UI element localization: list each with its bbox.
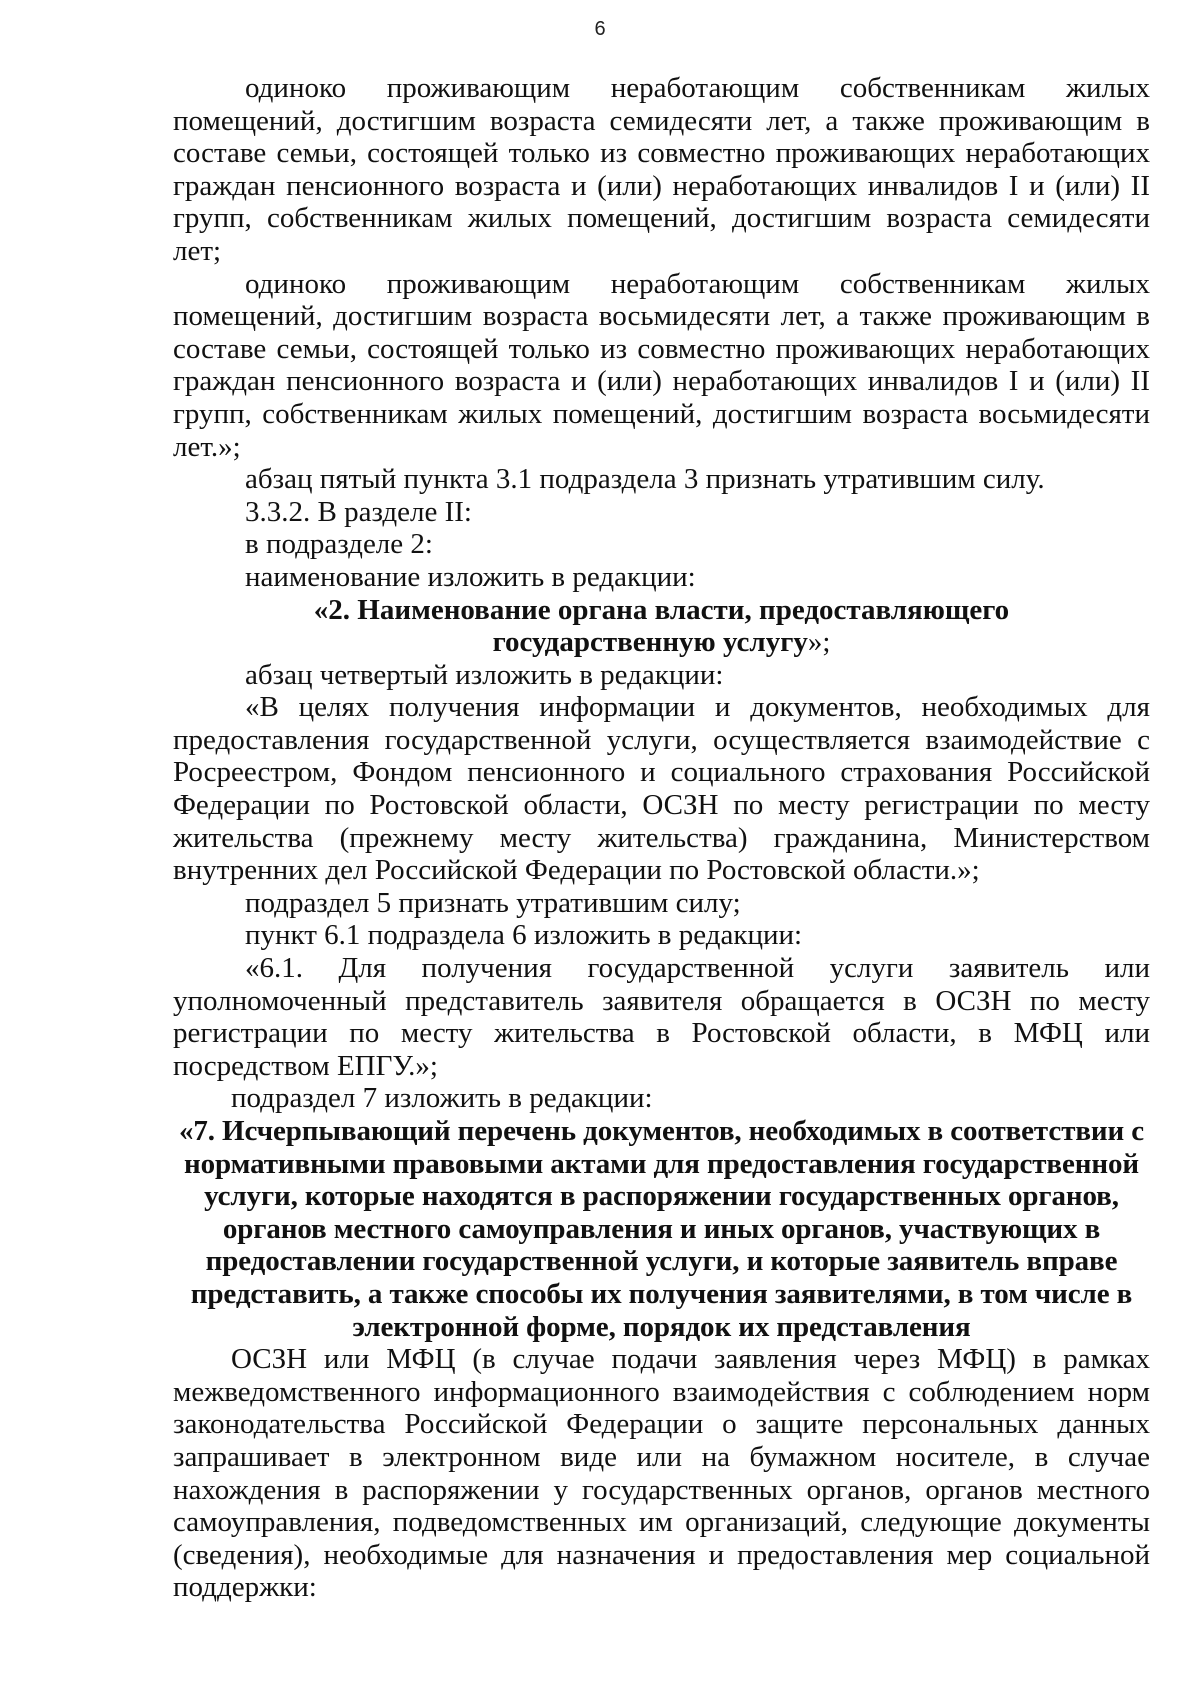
paragraph-subsection-2: в подразделе 2: bbox=[245, 528, 433, 561]
heading-subsection-2-text: «2. Наименование органа власти, предоставляющего государственную услугу bbox=[313, 593, 1010, 659]
paragraph-clause-6-1: «6.1. Для получения государственной услуги заявитель или уполномоченный представитель заявителя обращается в ОСЗН по месту регистрации по месту жительства в Ростовской области, в МФЦ или посредством ЕПГУ.»; bbox=[173, 952, 1150, 1082]
page-number: 6 bbox=[594, 18, 606, 40]
heading-subsection-2 bbox=[173, 594, 1150, 659]
paragraph-clause-6-1-wording: пункт 6.1 подраздела 6 изложить в редакции: bbox=[245, 919, 803, 952]
paragraph-seventy-years-owners: одиноко проживающим неработающим собственникам жилых помещений, достигшим возраста семидесяти лет, а также проживающим в составе семьи, состоящей только из совместно проживающих неработающих граждан пенсионного возраста и (или) неработающих инвалидов I и (или) II групп, собственникам жилых помещений, достигшим возраста семидесяти лет; bbox=[173, 72, 1150, 267]
paragraph-interaction: «В целях получения информации и документов, необходимых для предоставления государственной услуги, осуществляется взаимодействие с Росреестром, Фондом пенсионного и социального страхования Российской Федерации по Ростовской области, ОСЗН по месту регистрации по месту жительства (прежнему месту жительства) гражданина, Министерством внутренних дел Российской Федерации по Ростовской области.»; bbox=[173, 691, 1150, 887]
heading-subsection-7-text: «7. Исчерпывающий перечень документов, необходимых в соответствии с нормативными правовыми актами для предоставления государственной услуги, которые находятся в распоряжении государственных органов, органов местного самоуправления и иных органов, участвующих в предоставлении государственной услуги, и которые заявитель вправе представить, а также способы их получения заявителями, в том числе в электронной форме, порядок их представления bbox=[178, 1115, 1145, 1343]
paragraph-interagency-request: ОСЗН или МФЦ (в случае подачи заявления через МФЦ) в рамках межведомственного информационного взаимодействия с соблюдением норм законодательства Российской Федерации о защите персональных данных запрашивает в электронном виде или на бумажном носителе, в случае нахождения в распоряжении у государственных органов, органов местного самоуправления, подведомственных им организаций, следующие документы (сведения), необходимые для назначения и предоставления мер социальной поддержки: bbox=[173, 1343, 1150, 1604]
paragraph-clause-3-1-repeal: абзац пятый пункта 3.1 подраздела 3 признать утратившим силу. bbox=[245, 463, 1045, 496]
heading-subsection-2-close: »; bbox=[807, 626, 831, 659]
paragraph-subsection-5-repeal: подраздел 5 признать утратившим силу; bbox=[245, 886, 741, 919]
document-body bbox=[173, 72, 1150, 1604]
paragraph-eighty-years-owners: одиноко проживающим неработающим собственникам жилых помещений, достигшим возраста восьмидесяти лет, а также проживающим в составе семьи, состоящей только из совместно проживающих неработающих граждан пенсионного возраста и (или) неработающих инвалидов I и (или) II групп, собственникам жилых помещений, достигшим возраста восьмидесяти лет.»; bbox=[173, 267, 1150, 463]
paragraph-fourth-wording: абзац четвертый изложить в редакции: bbox=[245, 658, 724, 691]
heading-subsection-7 bbox=[173, 1115, 1150, 1343]
paragraph-name-wording: наименование изложить в редакции: bbox=[245, 560, 696, 593]
paragraph-subsection-7-wording: подраздел 7 изложить в редакции: bbox=[231, 1082, 653, 1115]
paragraph-section-ii: 3.3.2. В разделе II: bbox=[245, 495, 472, 528]
